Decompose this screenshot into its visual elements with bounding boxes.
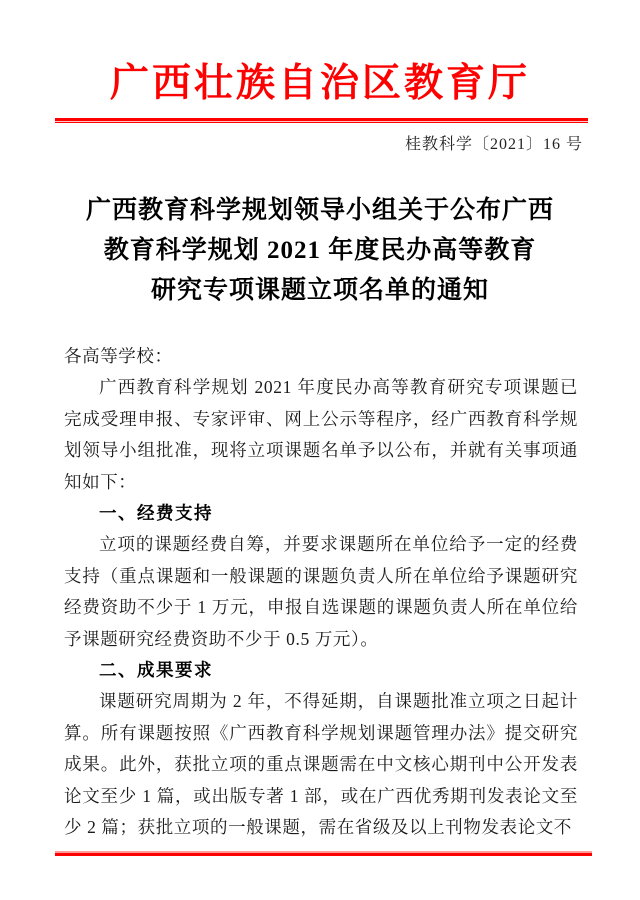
agency-name: 广西壮族自治区教育厅 — [109, 62, 530, 105]
document-body — [64, 341, 578, 844]
section-1-text: 立项的课题经费自筹，并要求课题所在单位给予一定的经费支持（重点课题和一般课题的课题负责人所在单位给予课题研究经费资助不少于 1 万元，申报自选课题的课题负责人所在单位给予课题研究经费资助不少于 0.5 万元）。 — [64, 534, 578, 649]
intro-paragraph: 广西教育科学规划 2021 年度民办高等教育研究专项课题已完成受理申报、专家评审、网上公示等程序，经广西教育科学规划领导小组批准，现将立项课题名单予以公布，并就有关事项通知如下： — [64, 377, 578, 492]
section-2-heading: 二、成果要求 — [99, 660, 213, 681]
salutation: 各高等学校： — [64, 346, 173, 366]
section-1-heading: 一、经费支持 — [99, 503, 213, 524]
footer-red-divider — [55, 851, 592, 856]
header-red-divider — [55, 118, 588, 123]
doc-number: 桂教科学〔2021〕16 号 — [404, 136, 583, 153]
title-line-3: 研究专项课题立项名单的通知 — [150, 277, 489, 304]
title-line-1: 广西教育科学规划领导小组关于公布广西 — [85, 197, 554, 224]
title-line-2: 教育科学规划 2021 年度民办高等教育 — [103, 237, 537, 264]
document-title — [40, 191, 600, 311]
section-2-text: 课题研究周期为 2 年，不得延期，自课题批准立项之日起计算。所有课题按照《广西教育科学规划课题管理办法》提交研究成果。此外，获批立项的重点课题需在中文核心期刊中公开发表论文至少 1 篇，或出版专著 1 部，或在广西优秀期刊发表论文至少 2 篇；获批立项的一般课题，需在省级及以上刊物发表论文不 — [64, 691, 578, 838]
